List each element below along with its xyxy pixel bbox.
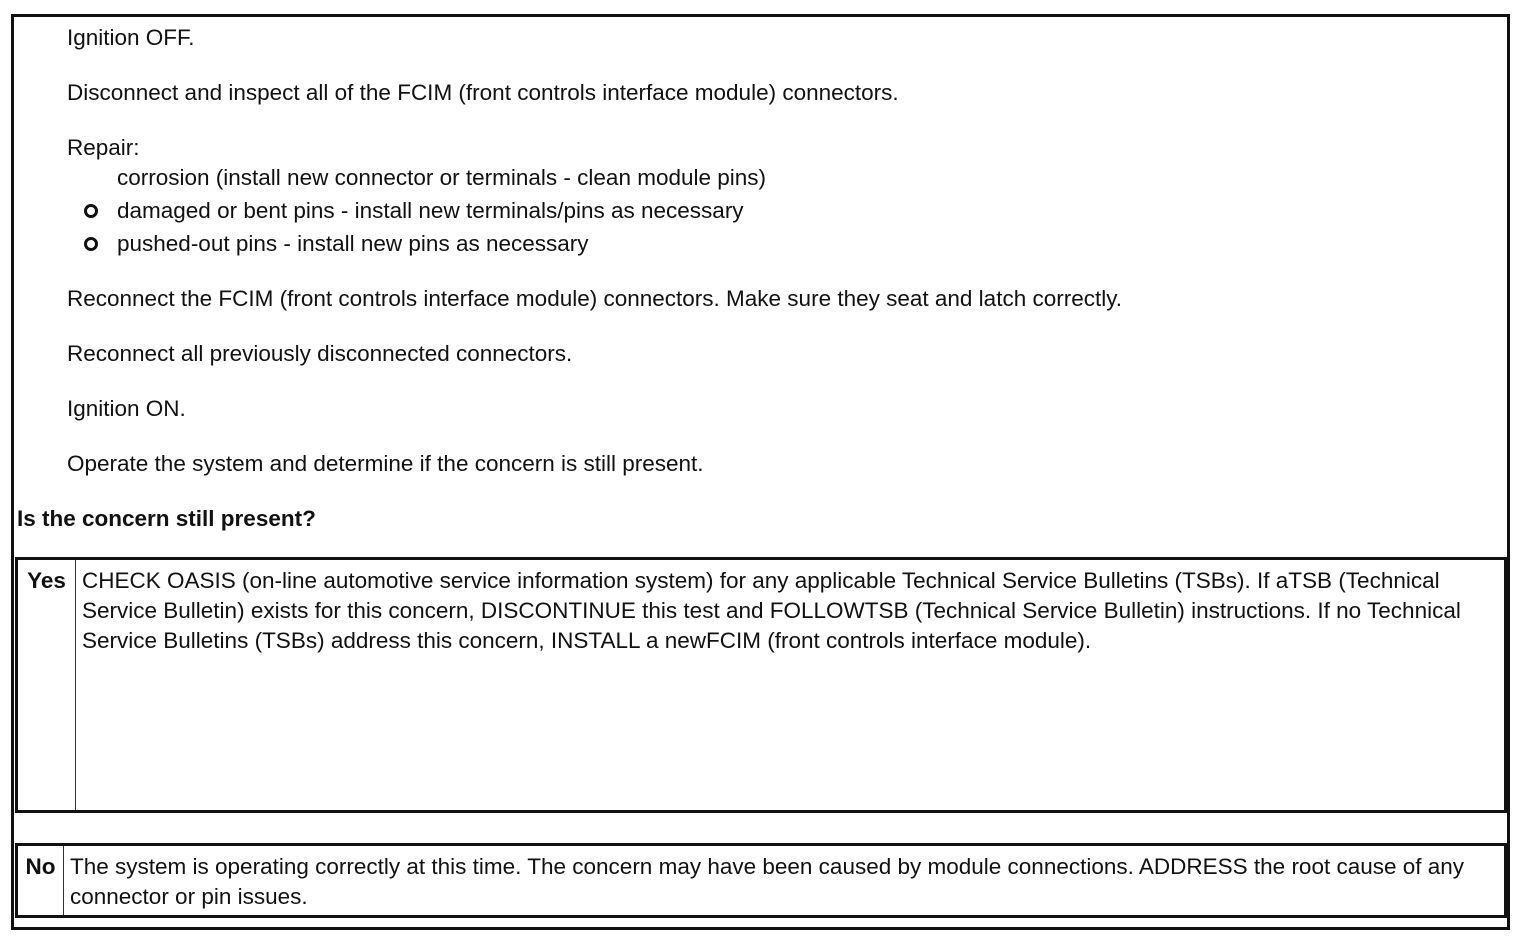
yes-instructions: CHECK OASIS (on-line automotive service information system) for any applicable Technical Service Bulletins (TSBs). If aTSB (Technical Service Bulletin) exists for this concern, DISCONTINUE this test and FOLLOWTSB (Technical Service Bulletin) instructions. If no Technical Service Bulletins (TSBs) address this concern, INSTALL a newFCIM (front controls interface module). xyxy=(82,568,1461,653)
no-answer-box xyxy=(15,843,1507,918)
step-reconnect-fcim: Reconnect the FCIM (front controls interface module) connectors. Make sure they seat and latch correctly. xyxy=(67,286,1123,311)
concern-question: Is the concern still present? xyxy=(17,506,316,531)
repair-item-bent-pins: damaged or bent pins - install new terminals/pins as necessary xyxy=(117,198,744,223)
circle-bullet-icon xyxy=(84,204,98,218)
step-repair-label: Repair: xyxy=(67,135,140,160)
step-disconnect-inspect: Disconnect and inspect all of the FCIM (front controls interface module) connectors. xyxy=(67,80,899,105)
circle-bullet-icon xyxy=(84,237,98,251)
yes-label: Yes xyxy=(18,560,76,810)
yes-answer-box xyxy=(15,557,1507,813)
step-reconnect-all: Reconnect all previously disconnected connectors. xyxy=(67,341,573,366)
step-ignition-off: Ignition OFF. xyxy=(67,25,195,50)
repair-item-pushed-out-pins: pushed-out pins - install new pins as necessary xyxy=(117,231,589,256)
no-instructions: The system is operating correctly at this time. The concern may have been caused by module connections. ADDRESS the root cause of any connector or pin issues. xyxy=(70,854,1465,909)
step-operate-system: Operate the system and determine if the concern is still present. xyxy=(67,451,704,476)
repair-item-corrosion: corrosion (install new connector or terminals - clean module pins) xyxy=(117,165,767,190)
step-ignition-on: Ignition ON. xyxy=(67,396,186,421)
no-label: No xyxy=(18,846,64,915)
